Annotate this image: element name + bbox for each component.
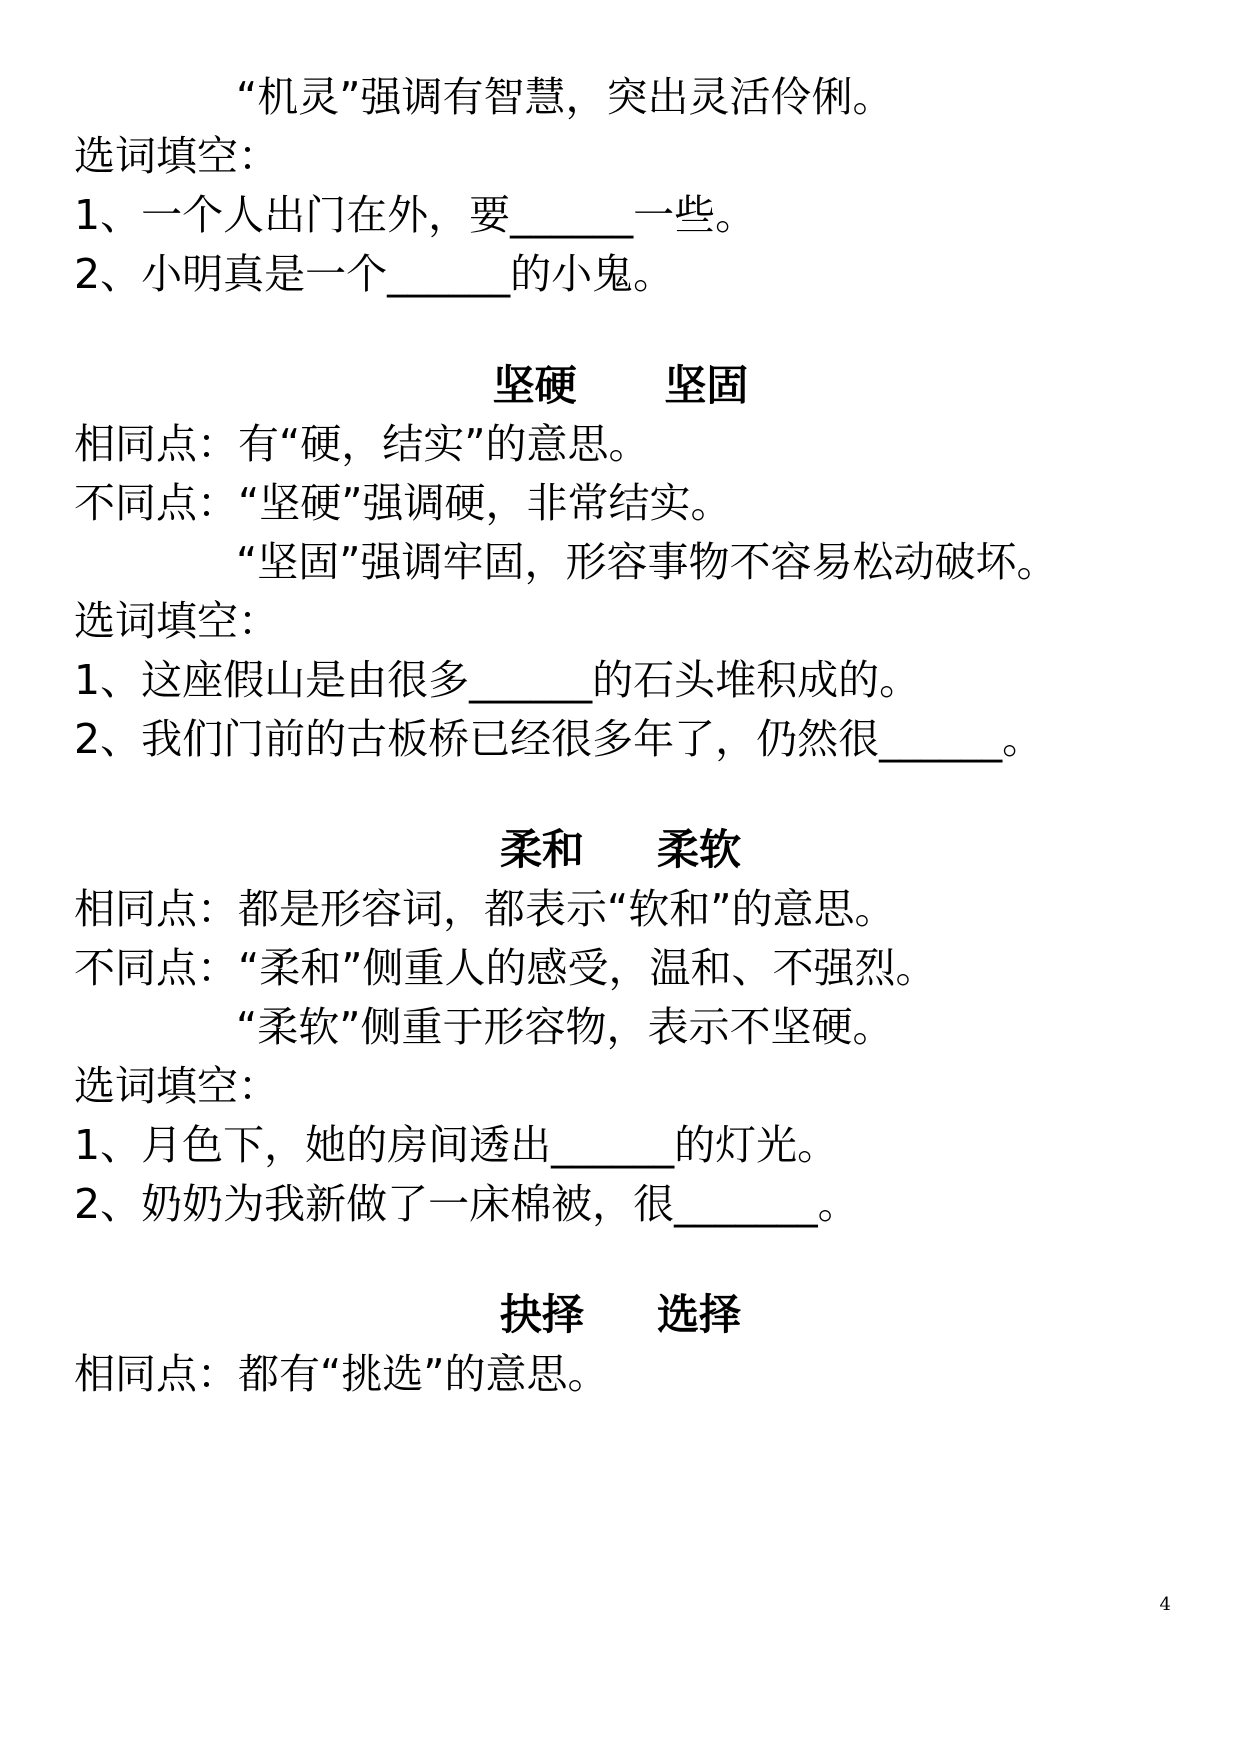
jianying-difference-2: “坚固”强调牢固，形容事物不容易松动破坏。 — [236, 538, 1058, 586]
jianying-exercise-title: 选词填空： — [74, 597, 279, 645]
jueze-section-title: 抉择 选择 — [499, 1290, 742, 1339]
jianying-similarity: 相同点：有“硬，结实”的意思。 — [74, 420, 650, 468]
rouhe-question-1: 1、月色下，她的房间透出______的灯光。 — [74, 1121, 839, 1169]
page-number: 4 — [1159, 1594, 1171, 1615]
rouhe-difference-2: “柔软”侧重于形容物，表示不坚硬。 — [236, 1003, 894, 1051]
rouhe-question-2: 2、奶奶为我新做了一床棉被，很_______。 — [74, 1180, 859, 1228]
jianying-difference-1: 不同点：“坚硬”强调硬，非常结实。 — [74, 479, 732, 527]
rouhe-section-title: 柔和 柔软 — [499, 825, 742, 874]
jiling-question-1: 1、一个人出门在外，要______一些。 — [74, 191, 757, 239]
rouhe-difference-1: 不同点：“柔和”侧重人的感受，温和、不强烈。 — [74, 944, 937, 992]
jianying-question-1: 1、这座假山是由很多______的石头堆积成的。 — [74, 656, 921, 704]
jiling-question-2: 2、小明真是一个______的小鬼。 — [74, 250, 675, 298]
rouhe-similarity: 相同点：都是形容词，都表示“软和”的意思。 — [74, 885, 896, 933]
jiling-difference-line: “机灵”强调有智慧，突出灵活伶俐。 — [236, 73, 894, 121]
rouhe-exercise-title: 选词填空： — [74, 1062, 279, 1110]
jueze-similarity: 相同点：都有“挑选”的意思。 — [74, 1350, 609, 1398]
jianying-section-title: 坚硬 坚固 — [492, 361, 749, 410]
jiling-exercise-title: 选词填空： — [74, 132, 279, 180]
jianying-question-2: 2、我们门前的古板桥已经很多年了，仍然很______。 — [74, 715, 1044, 763]
